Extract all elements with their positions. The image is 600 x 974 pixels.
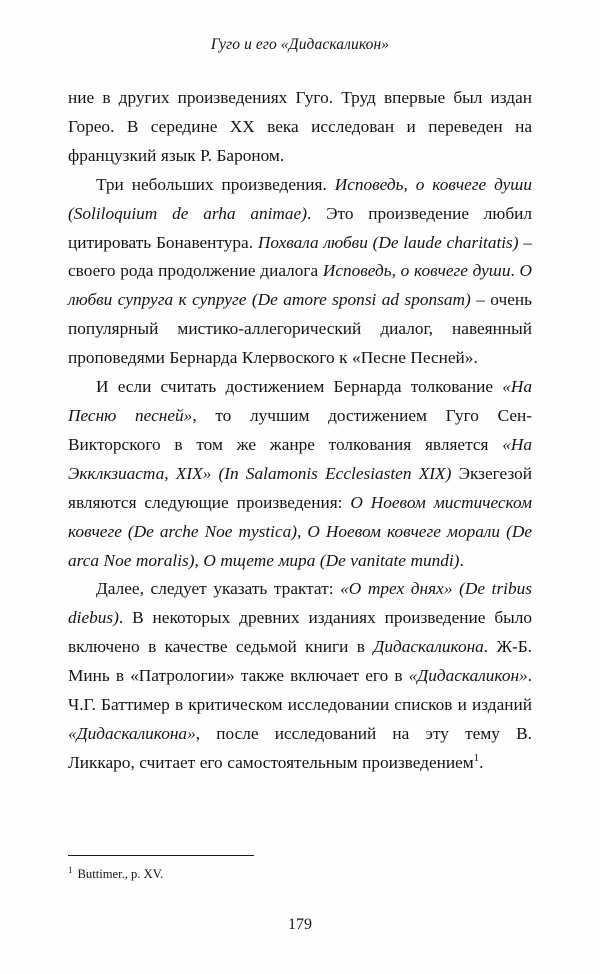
paragraph	[68, 575, 532, 777]
text-run: – своего рода продолжение диалога	[68, 232, 532, 281]
footnote	[68, 866, 532, 883]
footnote-marker: 1	[68, 864, 73, 875]
body-text-block	[68, 84, 532, 778]
text-run: . Это произведение любил цитировать Бонавентура.	[68, 203, 532, 252]
italic-title: О любви супруга к супруге (De amore sponsi ad sponsam)	[68, 261, 532, 310]
italic-title: Похвала любви (De laude charitatis)	[257, 232, 519, 252]
text-run: Далее, следует указать трактат:	[96, 579, 341, 599]
text-run: .	[459, 550, 464, 570]
italic-title: «Дидаскаликона»	[68, 723, 196, 743]
text-run: . Ч.Г. Баттимер в критическом исследовании списков и изданий	[68, 666, 532, 715]
running-head: Гуго и его «Дидаскаликон»	[210, 36, 390, 53]
text-run: . Ж-Б. Минь в «Патрологии» также включает его в	[68, 637, 533, 686]
text-run: И если считать достижением Бернарда толкование	[96, 377, 503, 397]
paragraph	[68, 171, 532, 373]
italic-title: Исповедь, о ковчеге души (Soliloquium de arha animae)	[68, 174, 532, 223]
footnote-text: Buttimer., p. XV.	[77, 867, 164, 881]
italic-title: «О трех днях» (De tribus diebus)	[68, 579, 532, 628]
italic-title: «Дидаскаликон»	[408, 666, 528, 686]
paragraph	[68, 84, 532, 171]
text-run: ние в других произведениях Гуго. Труд впервые был издан Горео. В середине XX века исследован и переведен на французкий язык Р. Бароном.	[68, 88, 532, 165]
text-run: .	[510, 261, 520, 281]
italic-title: Исповедь, о ковчеге души	[322, 261, 511, 281]
italic-title: «На Экклкзиаста, XIX» (In Salamonis Ecclesiasten XIX)	[68, 434, 532, 483]
italic-title: «На Песню песней»	[68, 377, 532, 425]
text-run: , то лучшим достижением Гуго Сен-Викторского в том же жанре толкования является	[68, 405, 532, 454]
italic-title: О Ноевом мистическом ковчеге (De arche Noe mystica), О Ноевом ковчеге морали (De arca Noe moralis), О тщете мира (De vanitate mundi)	[68, 492, 532, 570]
page-number: 179	[288, 916, 312, 933]
text-run: . В некоторых древних изданиях произведение было включено в качестве седьмой книги в	[68, 608, 532, 657]
text-run: Экзегезой являются следующие произведения:	[68, 463, 532, 512]
footnote-separator-rule	[68, 855, 254, 856]
text-run: Три небольших произведения.	[96, 174, 335, 194]
footnote-reference: 1	[473, 752, 480, 765]
text-run: – очень популярный мистико-аллегорический диалог, навеянный проповедями Бернарда Клервоского к «Песне Песней».	[68, 290, 532, 368]
paragraph	[68, 373, 532, 575]
text-run: .	[479, 752, 484, 772]
italic-title: Дидаскаликона	[373, 637, 484, 657]
text-run: , после исследований на эту тему В. Ликкаро, считает его самостоятельным произведением	[68, 723, 532, 772]
